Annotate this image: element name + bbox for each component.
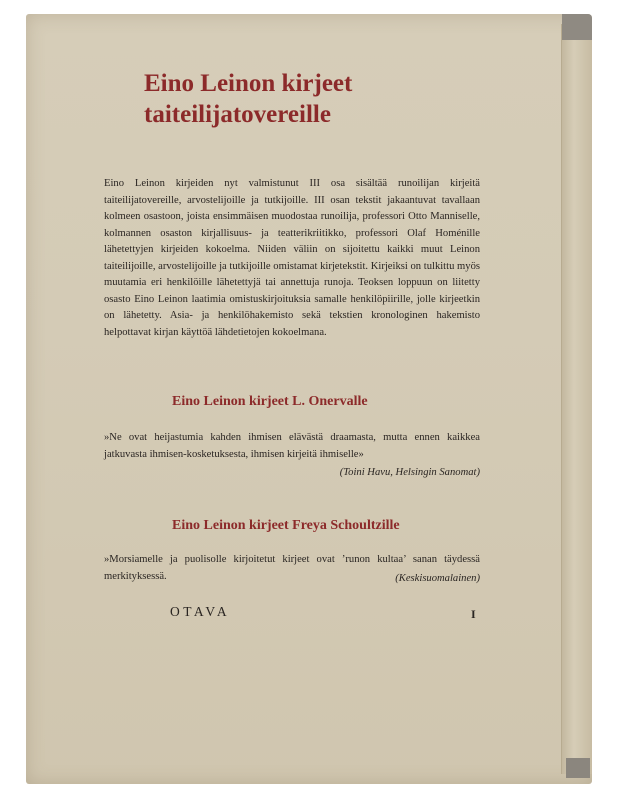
publisher-name: OTAVA (170, 604, 231, 619)
book-title-line-1: Eino Leinon kirjeet (144, 70, 353, 97)
spine-top-binding (562, 14, 592, 40)
related-book-source-2: (Keskisuomalainen) (395, 573, 480, 584)
book-spine (561, 24, 592, 774)
spine-bottom-binding (566, 758, 590, 778)
related-book-quote-2: »Morsiamelle ja puolisolle kirjoitetut kirjeet ovat ’runon kultaa’ sanan täydessä merkityksessä. (104, 554, 480, 582)
related-book-title-2: Eino Leinon kirjeet Freya Schoultzille (172, 518, 400, 533)
book-description: Eino Leinon kirjeiden nyt valmistunut III osa sisältää runoilijan kirjeitä taiteilijatovereille, arvostelijoille ja tutkijoille. III osan tekstit jakaantuvat tavallaan kolmeen osastoon, joista ensimmäisen muodostaa runoilija, professori Otto Manniselle, kolmannen osaston kirjallisuus- ja teatterikriitikko, professori Olaf Homénille lähetettyjen kirjeiden kokoelma. Niiden väliin on sijoitettu kaikki muut Leinon taiteilijoille, arvostelijoille ja tutkijoille omistamat kirjetekstit. Kirjeiksi on tulkittu myös muutamia eri henkilöille lähetettyjä tai annettuja runoja. Teoksen loppuun on liitetty osasto Eino Leinon laatimia omistuskirjoituksia samalle henkilöpiirille, jolle kirjeetkin on lähetetty. Asia- ja henkilöhakemisto sekä tekstien kronologinen hakemisto helpottavat kirjan käyttöä lähdetietojen kokoelmana. (104, 178, 480, 338)
related-book-title-1: Eino Leinon kirjeet L. Onervalle (172, 394, 368, 409)
book-title-line-2: taiteilijatovereille (144, 101, 331, 128)
related-book-source-1: (Toini Havu, Helsingin Sanomat) (339, 467, 480, 478)
related-book-quote-1: »Ne ovat heijastumia kahden ihmisen elävästä draamasta, mutta ennen kaikkea jatkuvasta ihmisen-kosketuksesta, ihmisen kirjeitä ihmiselle» (104, 432, 480, 460)
book-title (144, 68, 504, 130)
volume-mark: I (471, 607, 476, 621)
